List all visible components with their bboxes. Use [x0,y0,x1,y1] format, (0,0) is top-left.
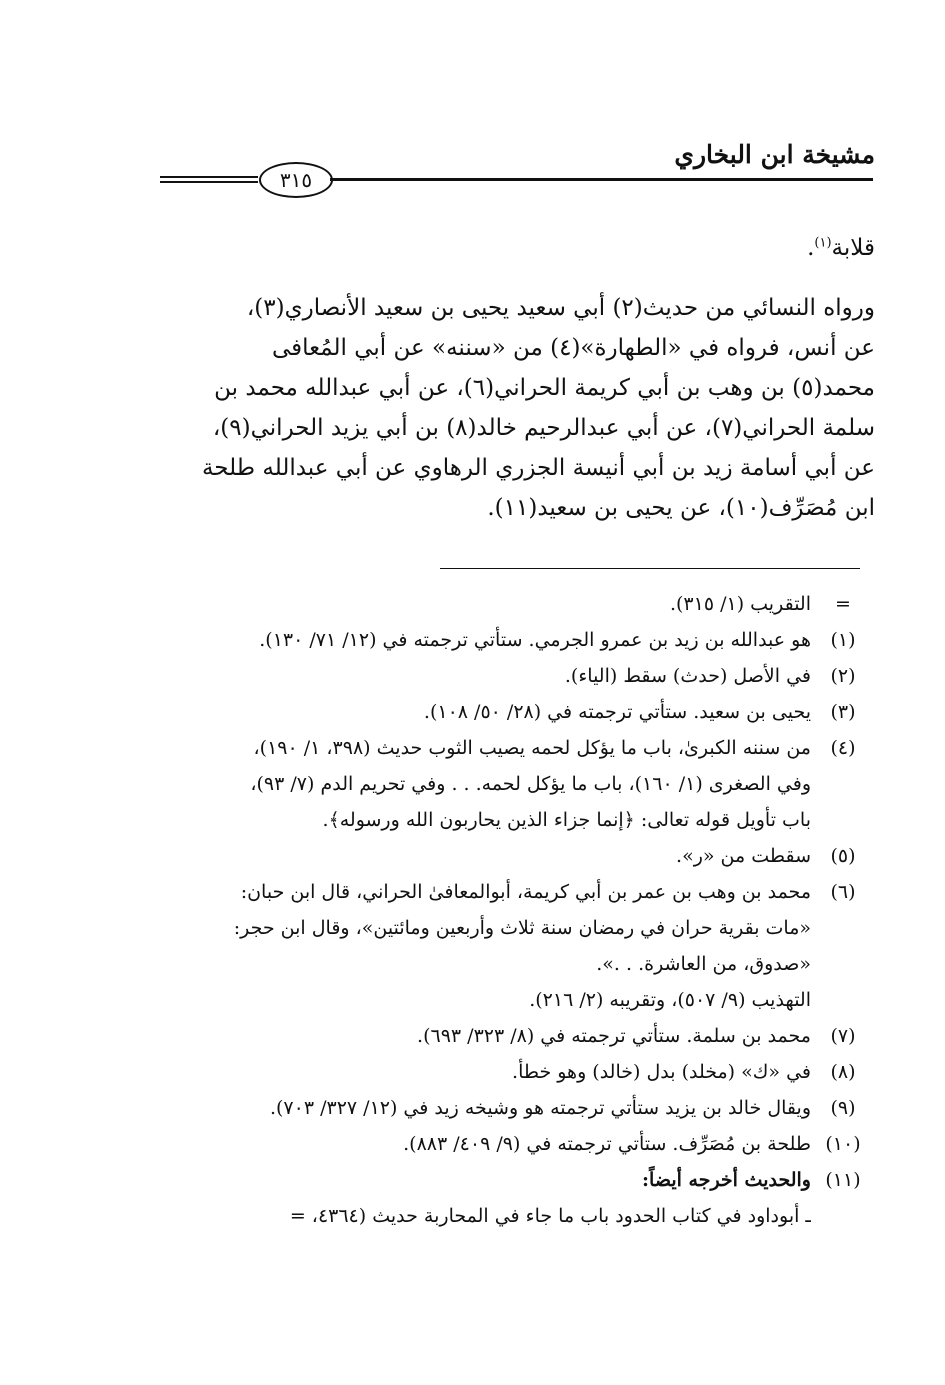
footnote-item [140,658,875,694]
opening-word: قلابة [831,235,875,261]
paragraph-line: محمد(٥) بن وهب بن أبي كريمة الحراني(٦)، عن أبي عبدالله محمد بن [214,375,875,401]
footnote-item [140,1018,875,1054]
footnote-item [140,1090,875,1126]
footnotes [140,586,875,1234]
footnote-item [140,874,875,1018]
footnote-item [140,730,875,838]
footnote-line: هو عبدالله بن زيد بن عمرو الجرمي. ستأتي ترجمته في (١٢/ ٧١/ ١٣٠). [259,629,811,651]
footnote-line: التهذيب (٩/ ٥٠٧)، وتقريبه (٢/ ٢١٦). [529,989,811,1011]
footnote-number: = [835,593,851,615]
footnote-line: ـ أبوداود في كتاب الحدود باب ما جاء في المحاربة حديث (٤٣٦٤، = [289,1205,811,1227]
header-rule-left-top [160,176,258,178]
running-header-title: مشيخة ابن البخاري [674,140,875,169]
footnote-number: (٩) [830,1097,856,1119]
footnote-item [140,694,875,730]
footnote-number: (١١) [825,1169,861,1191]
footnote-separator [440,568,860,569]
footnote-item [140,1162,875,1198]
header-rule [330,178,873,181]
footnote-number: (٥) [830,845,856,867]
opening-line [150,228,875,268]
paragraph-line: سلمة الحراني(٧)، عن أبي عبدالرحيم خالد(٨) بن أبي يزيد الحراني(٩)، [212,415,875,441]
footnote-line: محمد بن سلمة. ستأتي ترجمته في (٨/ ٣٢٣/ ٦٩٣). [417,1025,811,1047]
footnote-number: (٣) [830,701,856,723]
footnote-line: وفي الصغرى (١/ ١٦٠)، باب ما يؤكل لحمه. . . وفي تحريم الدم (٧/ ٩٣)، [250,773,811,795]
header-rule-left-bottom [160,181,258,183]
footnote-line: من سننه الكبرىٰ، باب ما يؤكل لحمه يصيب الثوب حديث (٣٩٨، ١/ ١٩٠)، [253,737,811,759]
footnote-item [140,586,875,622]
opening-punct: . [807,235,815,261]
footnote-line: سقطت من «ر». [676,845,811,867]
paragraph-line: ابن مُصَرِّف(١٠)، عن يحيى بن سعيد(١١). [487,495,875,521]
footnote-line: ويقال خالد بن يزيد ستأتي ترجمته هو وشيخه زيد في (١٢/ ٣٢٧/ ٧٠٣). [269,1097,811,1119]
footnote-item [140,1054,875,1090]
footnote-number: (٨) [830,1061,856,1083]
paragraph-line: عن أنس، فرواه في «الطهارة»(٤) من «سننه» عن أبي المُعافى [271,335,875,361]
main-paragraph [150,288,875,528]
footnote-number: (٧) [830,1025,856,1047]
footnote-item [140,1126,875,1162]
paragraph-line: عن أبي أسامة زيد بن أبي أنيسة الجزري الرهاوي عن أبي عبدالله طلحة [201,455,875,481]
footnote-number: (٢) [830,665,856,687]
footnote-number: (١) [830,629,856,651]
footnote-line: طلحة بن مُصَرِّف. ستأتي ترجمته في (٩/ ٤٠٩/ ٨٨٣). [403,1133,811,1155]
page-number: ٣١٥ [259,162,333,198]
footnote-line: باب تأويل قوله تعالى: ﴿إنما جزاء الذين يحاربون الله ورسوله﴾. [322,809,811,831]
footnote-line: والحديث أخرجه أيضاً: [642,1169,811,1191]
footnote-line: «صدوق، من العاشرة. . .». [596,953,811,975]
footnote-line: يحيى بن سعيد. ستأتي ترجمته في (٢٨/ ٥٠/ ١٠٨). [423,701,811,723]
paragraph-line: ورواه النسائي من حديث(٢) أبي سعيد يحيى بن سعيد الأنصاري(٣)، [246,295,875,321]
footnote-line: التقريب (١/ ٣١٥). [669,593,811,615]
footnote-item [140,1198,875,1234]
footnote-number: (١٠) [825,1133,861,1155]
footnote-ref: (١) [814,235,832,251]
footnote-item [140,838,875,874]
footnote-line: في الأصل (حدث) سقط (الياء). [564,665,811,687]
footnote-line: «مات بقرية حران في رمضان سنة ثلاث وأربعين ومائتين»، وقال ابن حجر: [233,917,811,939]
footnote-line: في «ك» (مخلد) بدل (خالد) وهو خطأ. [512,1061,811,1083]
footnote-item [140,622,875,658]
footnote-number: (٤) [830,737,856,759]
footnote-line: محمد بن وهب بن عمر بن أبي كريمة، أبوالمعافىٰ الحراني، قال ابن حبان: [240,881,811,903]
footnote-number: (٦) [830,881,856,903]
